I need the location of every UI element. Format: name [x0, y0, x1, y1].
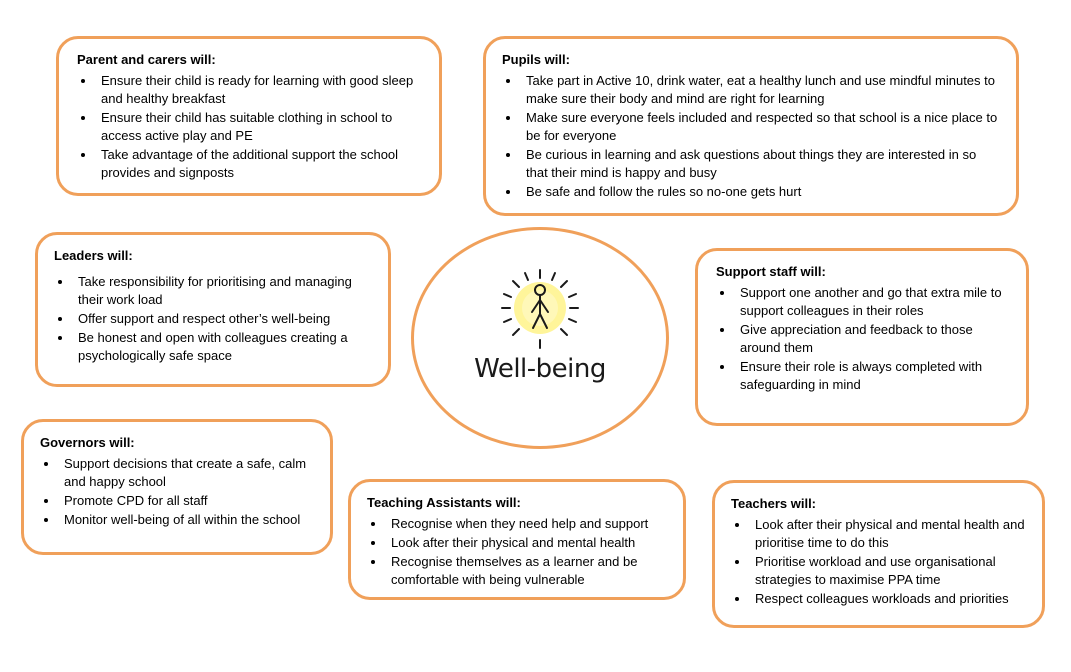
- list-item: Recognise themselves as a learner and be comfortable with being vulnerable: [367, 553, 667, 589]
- list-item: Ensure their child is ready for learning with good sleep and healthy breakfast: [77, 72, 423, 108]
- list-item: Take responsibility for prioritising and managing their work load: [54, 273, 372, 309]
- list-item: Offer support and respect other’s well-being: [54, 310, 372, 328]
- governors-box: [21, 419, 333, 555]
- list-item: Take part in Active 10, drink water, eat a healthy lunch and use mindful minutes to make sure their body and mind are right for learning: [502, 72, 1000, 108]
- teachers-box: [712, 480, 1045, 628]
- list-item: Look after their physical and mental health: [367, 534, 667, 552]
- pupils-box: [483, 36, 1019, 216]
- wellbeing-hub: [411, 227, 669, 449]
- list-item: Be honest and open with colleagues creating a psychologically safe space: [54, 329, 372, 365]
- list-item: Make sure everyone feels included and respected so that school is a nice place to be for everyone: [502, 109, 1000, 145]
- list-item: Support decisions that create a safe, calm and happy school: [40, 455, 314, 491]
- parents-title: Parent and carers will:: [77, 52, 216, 67]
- list-item: Recognise when they need help and support: [367, 515, 667, 533]
- list-item: Take advantage of the additional support the school provides and signposts: [77, 146, 423, 182]
- list-item: Be safe and follow the rules so no-one gets hurt: [502, 183, 1000, 201]
- list-item: Be curious in learning and ask questions about things they are interested in so that their mind is happy and busy: [502, 146, 1000, 182]
- teachers-title: Teachers will:: [731, 496, 817, 511]
- pupils-list: [502, 72, 1000, 201]
- teaching-assistants-title: Teaching Assistants will:: [367, 495, 521, 510]
- sun-person-icon: [498, 268, 582, 352]
- list-item: Give appreciation and feedback to those around them: [716, 321, 1010, 357]
- governors-list: [40, 455, 314, 529]
- support-staff-title: Support staff will:: [716, 264, 826, 279]
- list-item: Promote CPD for all staff: [40, 492, 314, 510]
- list-item: Look after their physical and mental health and prioritise time to do this: [731, 516, 1026, 552]
- teachers-list: [731, 516, 1026, 608]
- leaders-title: Leaders will:: [54, 248, 133, 263]
- teaching-assistants-list: [367, 515, 667, 589]
- list-item: Ensure their role is always completed with safeguarding in mind: [716, 358, 1010, 394]
- list-item: Support one another and go that extra mile to support colleagues in their roles: [716, 284, 1010, 320]
- governors-title: Governors will:: [40, 435, 135, 450]
- teaching-assistants-box: [348, 479, 686, 600]
- parents-box: [56, 36, 442, 196]
- hub-label: Well-being: [474, 354, 606, 384]
- list-item: Monitor well-being of all within the school: [40, 511, 314, 529]
- parents-list: [77, 72, 423, 182]
- list-item: Respect colleagues workloads and priorities: [731, 590, 1026, 608]
- support-staff-list: [716, 284, 1010, 394]
- leaders-box: [35, 232, 391, 387]
- pupils-title: Pupils will:: [502, 52, 570, 67]
- list-item: Ensure their child has suitable clothing in school to access active play and PE: [77, 109, 423, 145]
- support-staff-box: [695, 248, 1029, 426]
- list-item: Prioritise workload and use organisational strategies to maximise PPA time: [731, 553, 1026, 589]
- leaders-list: [54, 273, 372, 365]
